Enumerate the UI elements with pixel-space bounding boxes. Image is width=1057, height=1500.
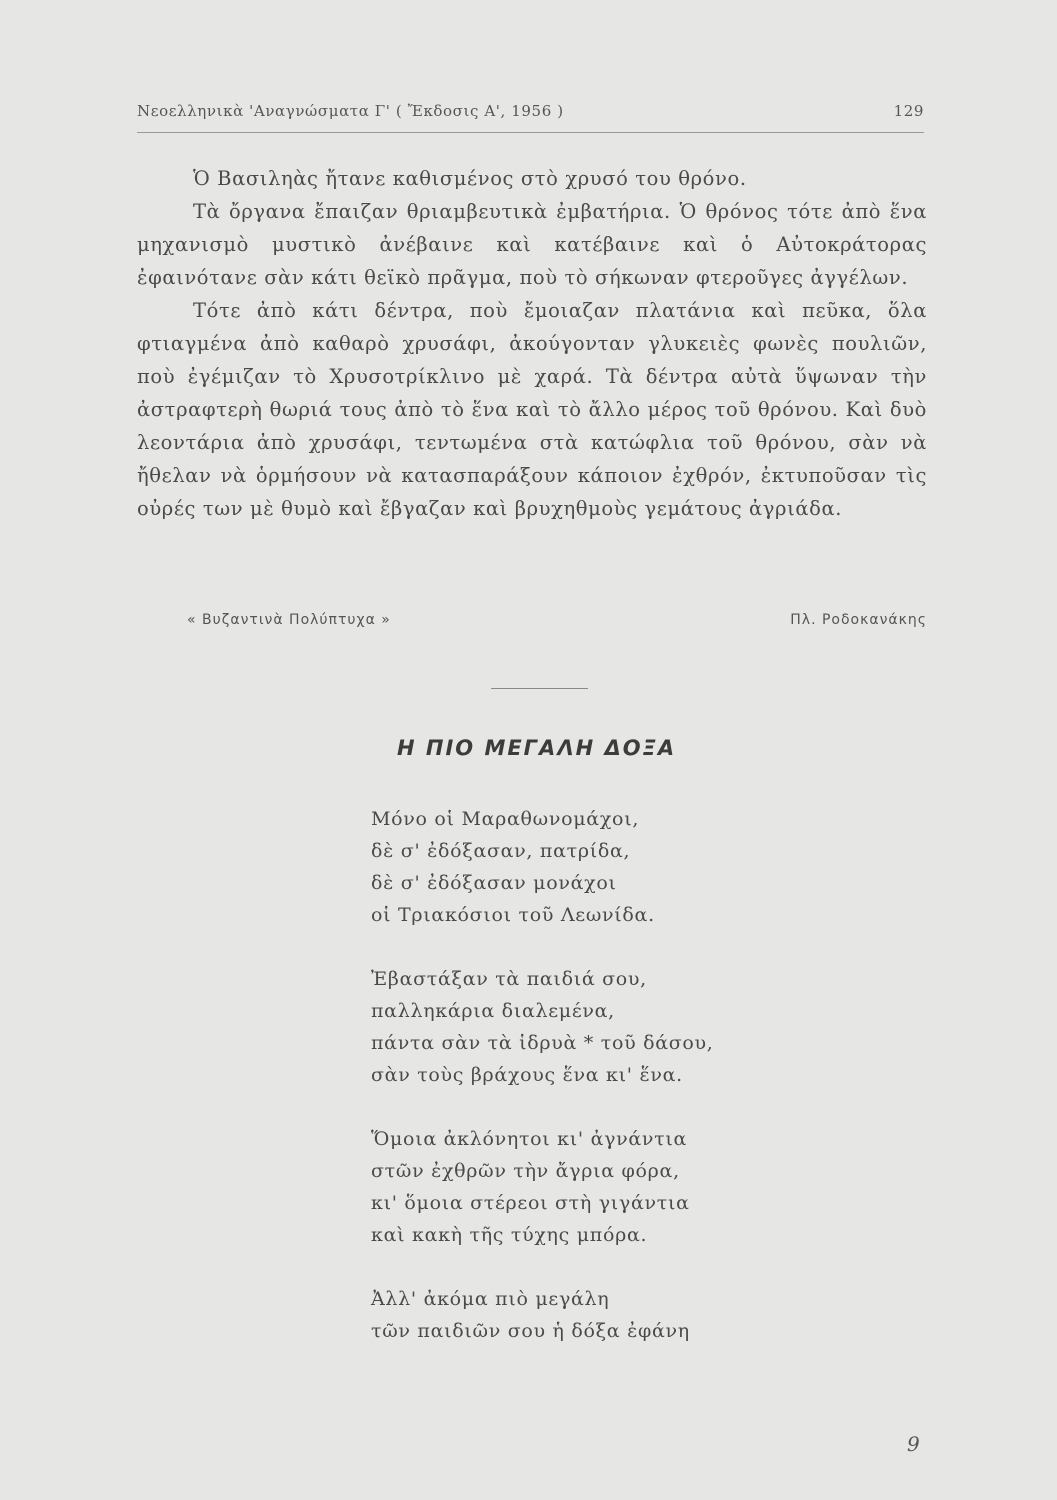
page-number: 129 xyxy=(893,102,924,120)
stanza xyxy=(371,963,791,1091)
poem-line: κι' ὅμοια στέρεοι στὴ γιγάντια xyxy=(371,1192,690,1214)
stanza xyxy=(371,1283,791,1347)
poem-line: στῶν ἐχθρῶν τὴν ἄγρια φόρα, xyxy=(371,1160,680,1182)
poem-line: σὰν τοὺς βράχους ἕνα κι' ἕνα. xyxy=(371,1064,683,1086)
source-attribution xyxy=(187,612,927,634)
poem-line: τῶν παιδιῶν σου ἡ δόξα ἐφάνη xyxy=(371,1320,690,1342)
poem-line: Ἀλλ' ἀκόμα πιὸ μεγάλη xyxy=(371,1288,610,1310)
poem-title: Η ΠΙΟ ΜΕΓΑΛΗ ΔΟΞΑ xyxy=(397,736,677,760)
poem-line: πάντα σὰν τὰ ἱδρυὰ * τοῦ δάσου, xyxy=(371,1032,714,1054)
poem-line: Ἐβαστάξαν τὰ παιδιά σου, xyxy=(371,968,647,990)
stanza xyxy=(371,1123,791,1251)
paragraph: Τὰ ὄργανα ἔπαιζαν θριαμβευτικὰ ἐμβατήρια. Ὁ θρόνος τότε ἀπὸ ἕνα μηχανισμὸ μυστικὸ ἀνέβαινε καὶ κατέβαινε καὶ ὁ Αὐτοκράτορας ἐφαινότανε σὰν κάτι θεϊκὸ πρᾶγμα, ποὺ τὸ σήκωναν φτεροῦγες ἀγγέλων. xyxy=(137,200,927,289)
poem-line: οἱ Τριακόσιοι τοῦ Λεωνίδα. xyxy=(371,904,655,926)
poem xyxy=(371,803,791,1379)
paragraph: Ὁ Βασιληὰς ἤτανε καθισμένος στὸ χρυσό του θρόνο. xyxy=(193,167,747,190)
page-header xyxy=(137,102,924,128)
header-rule xyxy=(137,132,924,133)
prose-body xyxy=(137,162,927,525)
poem-line: δὲ σ' ἐδόξασαν μονάχοι xyxy=(371,872,617,894)
poem-line: Ὅμοια ἀκλόνητοι κι' ἀγνάντια xyxy=(371,1128,688,1150)
paragraph: Τότε ἀπὸ κάτι δέντρα, ποὺ ἔμοιαζαν πλατάνια καὶ πεῦκα, ὅλα φτιαγμένα ἀπὸ καθαρὸ χρυσάφι, ἀκούγονταν γλυκειὲς φωνὲς πουλιῶν, ποὺ ἐγέμιζαν τὸ Χρυσοτρίκλινο μὲ χαρά. Τὰ δέντρα αὐτὰ ὕψωναν τὴν ἀστραφτερὴ θωριά τους ἀπὸ τὸ ἕνα καὶ τὸ ἄλλο μέρος τοῦ θρόνου. Καὶ δυὸ λεοντάρια ἀπὸ χρυσάφι, τεντωμένα στὰ κατώφλια τοῦ θρόνου, σὰν νὰ ἤθελαν νὰ ὁρμήσουν νὰ κατασπαράξουν κάποιον ἐχθρόν, ἐκτυποῦσαν τὶς οὐρές των μὲ θυμὸ καὶ ἔβγαζαν καὶ βρυχηθμοὺς γεμάτους ἀγριάδα. xyxy=(137,299,927,520)
poem-line: Μόνο οἱ Μαραθωνομάχοι, xyxy=(371,808,640,830)
folio-number: 9 xyxy=(907,1432,920,1456)
poem-line: παλληκάρια διαλεμένα, xyxy=(371,1000,615,1022)
stanza xyxy=(371,803,791,931)
poem-line: δὲ σ' ἐδόξασαν, πατρίδα, xyxy=(371,840,631,862)
section-divider xyxy=(491,688,588,689)
running-title: Νεοελληνικὰ 'Αναγνώσματα Γ' ( Ἔκδοσις Α', 1956 ) xyxy=(137,102,564,120)
poem-line: καὶ κακὴ τῆς τύχης μπόρα. xyxy=(371,1224,648,1246)
source-title: « Βυζαντινὰ Πολύπτυχα » xyxy=(187,612,391,628)
source-author: Πλ. Ροδοκανάκης xyxy=(790,612,927,628)
